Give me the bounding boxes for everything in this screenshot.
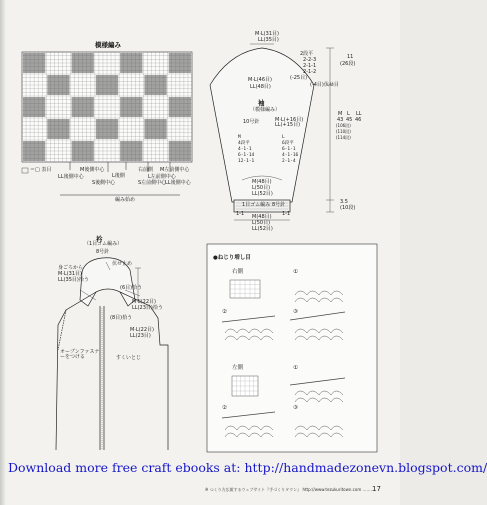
step-1-right: ① [293,269,298,275]
dim-10: (10段) [340,205,356,211]
collar-note-6: LL(23目)拾う [132,305,163,311]
left-note-2: 4-1-1 [238,147,252,152]
zipper-label: オープンファスナーをつける [60,349,100,360]
sleeve-cuff-label: 1目ゴム編み [242,202,271,208]
size-l: L [347,111,350,117]
step-1-left: ① [293,365,298,371]
chart-block [144,75,166,95]
dim-11: 11 [347,54,354,60]
collar-dim-1: LL(23目) [130,333,151,339]
shape-side-0: (-25目) [290,75,308,81]
sleeve-top-1: LL(35目) [258,37,279,43]
right-side-label: 右側 [232,269,244,275]
collar-title: 衿 [96,235,103,243]
shape-top-0: 2段平 [300,51,314,57]
sleeve-bottom-1: L(50目) [252,185,271,191]
left-note-0: M [238,135,241,140]
chart-block [144,119,166,139]
sleeve-top-0: M·L(31目) [255,31,279,37]
shape-top-3: 2-1-2 [303,69,317,75]
collar-note-1: 身ごろから [58,265,84,271]
chart-block [23,141,45,161]
sleeve-width-2: LL(52目) [252,226,273,232]
width-mark-1: 1-1 [282,211,291,217]
step-3-left: ③ [293,405,298,411]
chart-title: 模様編み [95,41,121,49]
chart-block [96,75,118,95]
step-2-left: ② [222,405,227,411]
chart-label-6: M左前側中心 [160,167,190,173]
shape-side-1: (-4目)伏せ目 [310,82,339,88]
step-3-right: ③ [293,309,298,315]
chart-block [96,119,118,139]
chart-label-1: M後側中心 [80,167,105,173]
footer-text: ※ つくり方広報するウェブサイト『手づくりタウン』 http://www.tezukuritown.com ……… [205,487,375,492]
size-m: M [338,111,343,117]
chart-label-4: 右前側 [138,167,154,173]
chart-block [169,141,191,161]
sleeve-title: 袖 [258,99,265,107]
size-val2-ll: (114段) [336,135,351,140]
row-count-0: M·L(46目) [248,77,272,83]
chart-block [72,97,94,117]
sleeve-cuff-needle: 8号針 [272,202,286,208]
increase-title: ●ねじり増し目 [213,255,251,261]
sleeve-subtitle: （模様編み） [250,107,281,113]
size-ll: LL [356,111,362,117]
dim-26: (26段) [340,61,356,67]
chart-label-3: L後側 [112,173,125,179]
right-note-2: 6-1-1 [282,147,296,152]
collar-note-4: (6目)拾う [120,285,143,291]
collar-note-0: 伏せ止め [112,261,133,267]
chart-legend: ＝□ 表目 [30,167,52,173]
chart-label-5: L左前側中心 [148,174,176,180]
chart-block [23,53,45,73]
shape-top-1: 2-2-3 [303,57,317,63]
chart-block [23,97,45,117]
chart-label-9: 編み始め [115,197,136,203]
chart-label-2: S後側中心 [92,180,116,186]
chart-label-8: LL後側中心 [165,180,191,186]
download-link[interactable]: Download more free craft ebooks at: http://handmadezonevn.blogspot.com/ [8,460,487,475]
sleeve-needle: 10号針 [243,119,260,125]
sleeve-bottom-2: LL(52目) [252,191,273,197]
shape-top-2: 2-1-1 [303,63,317,69]
right-note-1: 6段平 [282,141,294,146]
left-side-label: 左側 [232,365,244,371]
sleeve-width-0: M(48目) [252,214,272,220]
chart-block [47,75,69,95]
step-2-right: ② [222,309,227,315]
right-note-0: L [282,135,285,140]
right-note-4: 2-1-4 [282,159,296,164]
chart-label-0: LL後側中心 [58,174,84,180]
page-number: 17 [372,485,381,493]
sleeve-m-l-inc: M·L(+16目) LL(+15目) [275,117,304,128]
dim-3-5: 3.5 [340,199,348,205]
size-val2-m: (106段) [336,123,351,128]
collar-note-7: (8目)拾う [110,315,133,321]
collar-subtitle: （1目ゴム編み） [84,241,123,247]
stitch-label: すくいとじ [116,355,142,361]
chart-block [72,141,94,161]
row-count-1: LL(48目) [250,84,271,90]
sleeve-right-notes [282,135,298,165]
sleeve-left-notes [238,135,254,165]
size-val-m: 43 [337,117,344,123]
legend-box [22,168,28,173]
left-note-4: 12-1-1 [238,159,255,164]
chart-block [47,119,69,139]
chart-block [120,53,142,73]
sleeve-width-1: L(50目) [252,220,271,226]
chart-block [169,53,191,73]
chart-label-7: S左前側中心 [138,180,167,186]
collar-note-2: M·L(31目) [58,271,82,277]
size-val-ll: 46 [355,117,362,123]
sleeve-bottom-0: M(48目) [252,179,272,185]
chart-block [72,53,94,73]
left-note-1: 4段平 [238,141,250,146]
size-val-l: 45 [346,117,353,123]
chart-block [120,97,142,117]
width-mark-0: 1-1 [236,211,245,217]
collar-needle: 8号針 [96,249,110,255]
collar-note-3: LL(35目)拾う [58,277,89,283]
right-note-3: 4-1-16 [282,153,299,158]
chart-block [120,141,142,161]
collar-note-5: M·L(22目) [132,299,156,305]
chart-block [169,97,191,117]
size-val2-l: (110段) [336,129,351,134]
left-note-3: 6-1-14 [238,153,255,158]
collar-dim-0: M·L(22目) [130,327,154,333]
